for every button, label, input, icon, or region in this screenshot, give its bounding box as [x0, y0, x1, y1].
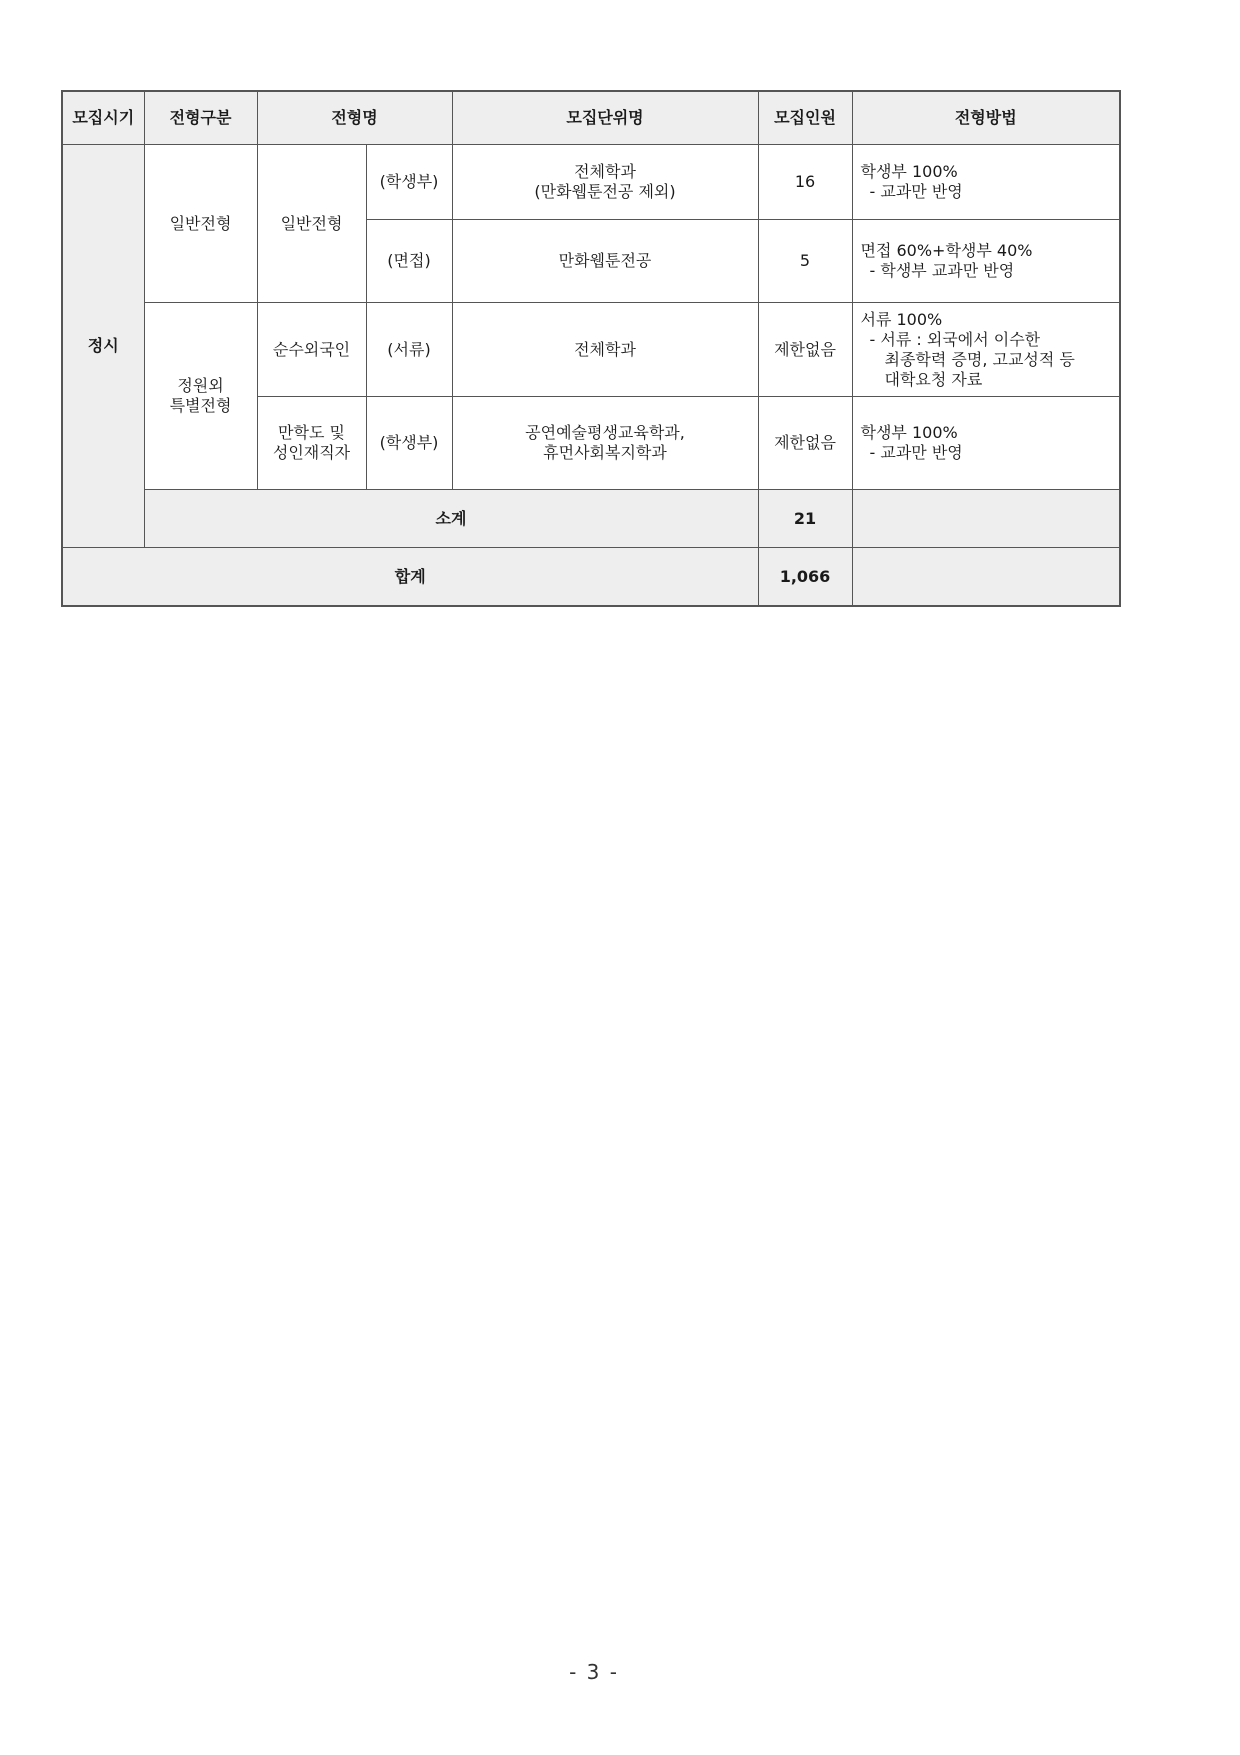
- header-unit: 모집단위명: [452, 91, 758, 145]
- type-cell: (면접): [366, 220, 452, 303]
- header-method: 전형방법: [852, 91, 1120, 145]
- header-name: 전형명: [257, 91, 452, 145]
- total-method: [852, 548, 1120, 607]
- unit-cell: [452, 220, 758, 303]
- method-line: 대학요청 자료: [884, 369, 983, 389]
- unit-line: (만화웹툰전공 제외): [534, 182, 676, 201]
- header-quota: 모집인원: [758, 91, 852, 145]
- period-cell: 정시: [62, 145, 144, 548]
- name-cell: 일반전형: [257, 145, 366, 303]
- subtotal-label: 소계: [144, 490, 758, 548]
- subtotal-quota: 21: [758, 490, 852, 548]
- method-cell: [852, 220, 1120, 303]
- page-number: - 3 -: [569, 1660, 619, 1684]
- method-line: 최종학력 증명, 고교성적 등: [884, 349, 1075, 369]
- table-row: [62, 145, 1120, 220]
- method-line: - 교과만 반영: [869, 443, 963, 462]
- unit-line: 전체학과: [574, 339, 636, 359]
- name-cell: [257, 397, 366, 490]
- method-line: 면접 60%+학생부 40%: [860, 241, 1033, 260]
- unit-line: 전체학과: [574, 162, 636, 181]
- unit-line: 공연예술평생교육학과,: [525, 423, 685, 442]
- quota-cell: 제한없음: [758, 303, 852, 397]
- unit-line: 만화웹툰전공: [558, 251, 652, 270]
- subtotal-method: [852, 490, 1120, 548]
- total-quota: 1,066: [758, 548, 852, 607]
- method-line: - 교과만 반영: [869, 182, 963, 201]
- method-line: - 서류 : 외국에서 이수한: [869, 329, 1041, 349]
- category-cell: [144, 303, 257, 490]
- method-line: 학생부 100%: [860, 162, 958, 181]
- type-cell: (서류): [366, 303, 452, 397]
- total-row: [62, 548, 1120, 607]
- name-line: 성인재직자: [272, 443, 351, 462]
- quota-cell: 5: [758, 220, 852, 303]
- subtotal-row: [62, 490, 1120, 548]
- method-line: 서류 100%: [860, 309, 943, 329]
- total-label: 합계: [62, 548, 758, 607]
- quota-cell: 16: [758, 145, 852, 220]
- quota-cell: 제한없음: [758, 397, 852, 490]
- unit-line: 휴먼사회복지학과: [543, 443, 667, 462]
- method-line: 학생부 100%: [860, 423, 958, 442]
- table-row: [62, 303, 1120, 397]
- unit-cell: [452, 303, 758, 397]
- method-line: - 학생부 교과만 반영: [869, 261, 1015, 280]
- table-header-row: [62, 91, 1120, 145]
- admissions-table: [61, 90, 1121, 607]
- method-cell: [852, 397, 1120, 490]
- header-category: 전형구분: [144, 91, 257, 145]
- category-line: 정원외: [177, 376, 224, 395]
- unit-cell: [452, 145, 758, 220]
- category-line: 특별전형: [169, 396, 232, 415]
- type-cell: (학생부): [366, 145, 452, 220]
- name-cell: 순수외국인: [257, 303, 366, 397]
- method-cell: [852, 145, 1120, 220]
- name-line: 만학도 및: [278, 423, 345, 442]
- type-cell: (학생부): [366, 397, 452, 490]
- header-period: 모집시기: [62, 91, 144, 145]
- unit-cell: [452, 397, 758, 490]
- method-cell: [852, 303, 1120, 397]
- category-cell: 일반전형: [144, 145, 257, 303]
